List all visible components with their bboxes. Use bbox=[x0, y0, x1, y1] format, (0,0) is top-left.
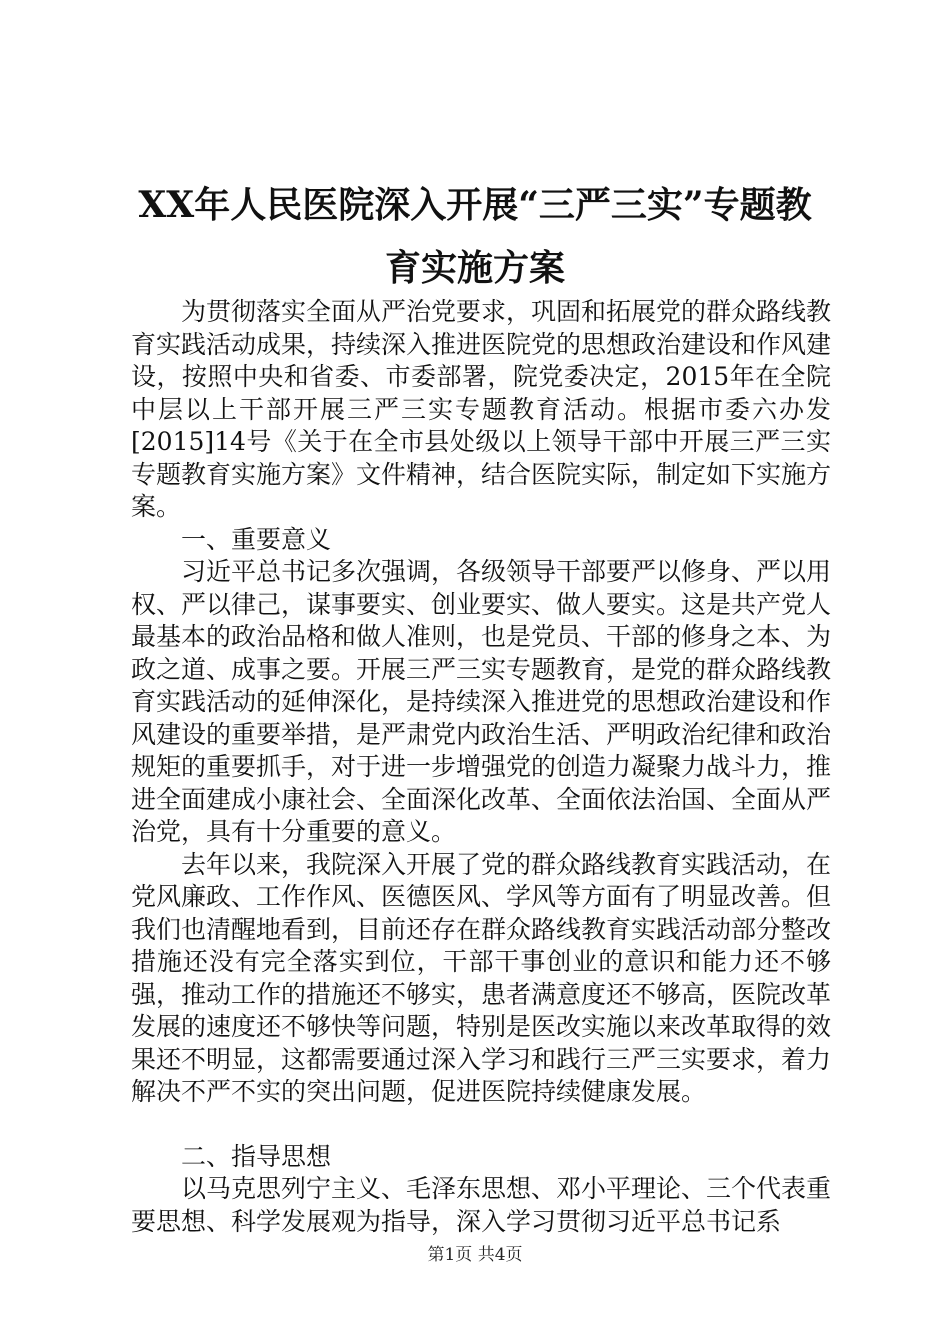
guiding-thought-paragraph: 以马克思列宁主义、毛泽东思想、邓小平理论、三个代表重要思想、科学发展观为指导，深入学习贯彻习近平总书记系 bbox=[131, 1174, 832, 1236]
document-title-line-1: XX年人民医院深入开展“三严三实”专题教 bbox=[138, 184, 812, 226]
paragraph-gap bbox=[131, 1109, 831, 1141]
significance-paragraph: 习近平总书记多次强调，各级领导干部要严以修身、严以用权、严以律己，谋事要实、创业要实、做人要实。这是共产党人最基本的政治品格和做人准则，也是党员、干部的修身之本、为政之道、成事之要。开展三严三实专题教育，是党的群众路线教育实践活动的延伸深化，是持续深入推进党的思想政治建设和作风建设的重要举措，是严肃党内政治生活、严明政治纪律和政治规矩的重要抓手，对于进一步增强党的创造力凝聚力战斗力，推进全面建成小康社会、全面深化改革、全面依法治国、全面从严治党，具有十分重要的意义。 bbox=[131, 557, 832, 846]
situation-paragraph: 去年以来，我院深入开展了党的群众路线教育实践活动，在党风廉政、工作作风、医德医风、学风等方面有了明显改善。但我们也清醒地看到，目前还存在群众路线教育实践活动部分整改措施还没有完全落实到位，干部干事创业的意识和能力还不够强，推动工作的措施还不够实，患者满意度还不够高，医院改革发展的速度还不够快等问题，特别是医改实施以来改革取得的效果还不明显，这都需要通过深入学习和践行三严三实要求，着力解决不严不实的突出问题，促进医院持续健康发展。 bbox=[131, 849, 832, 1106]
section-heading-guiding-thought: 二、指导思想 bbox=[181, 1141, 332, 1171]
section-heading-significance: 一、重要意义 bbox=[181, 524, 332, 554]
document-body bbox=[131, 296, 831, 1238]
document-title-line-2: 育实施方案 bbox=[384, 247, 565, 289]
intro-paragraph: 为贯彻落实全面从严治党要求，巩固和拓展党的群众路线教育实践活动成果，持续深入推进医院党的思想政治建设和作风建设，按照中央和省委、市委部署，院党委决定，2015年在全院中层以上干部开展三严三实专题教育活动。根据市委六办发[2015]14号《关于在全市县处级以上领导干部中开展三严三实专题教育实施方案》文件精神，结合医院实际，制定如下实施方案。 bbox=[131, 297, 832, 521]
page-number-footer: 第1页 共4页 bbox=[427, 1245, 523, 1265]
